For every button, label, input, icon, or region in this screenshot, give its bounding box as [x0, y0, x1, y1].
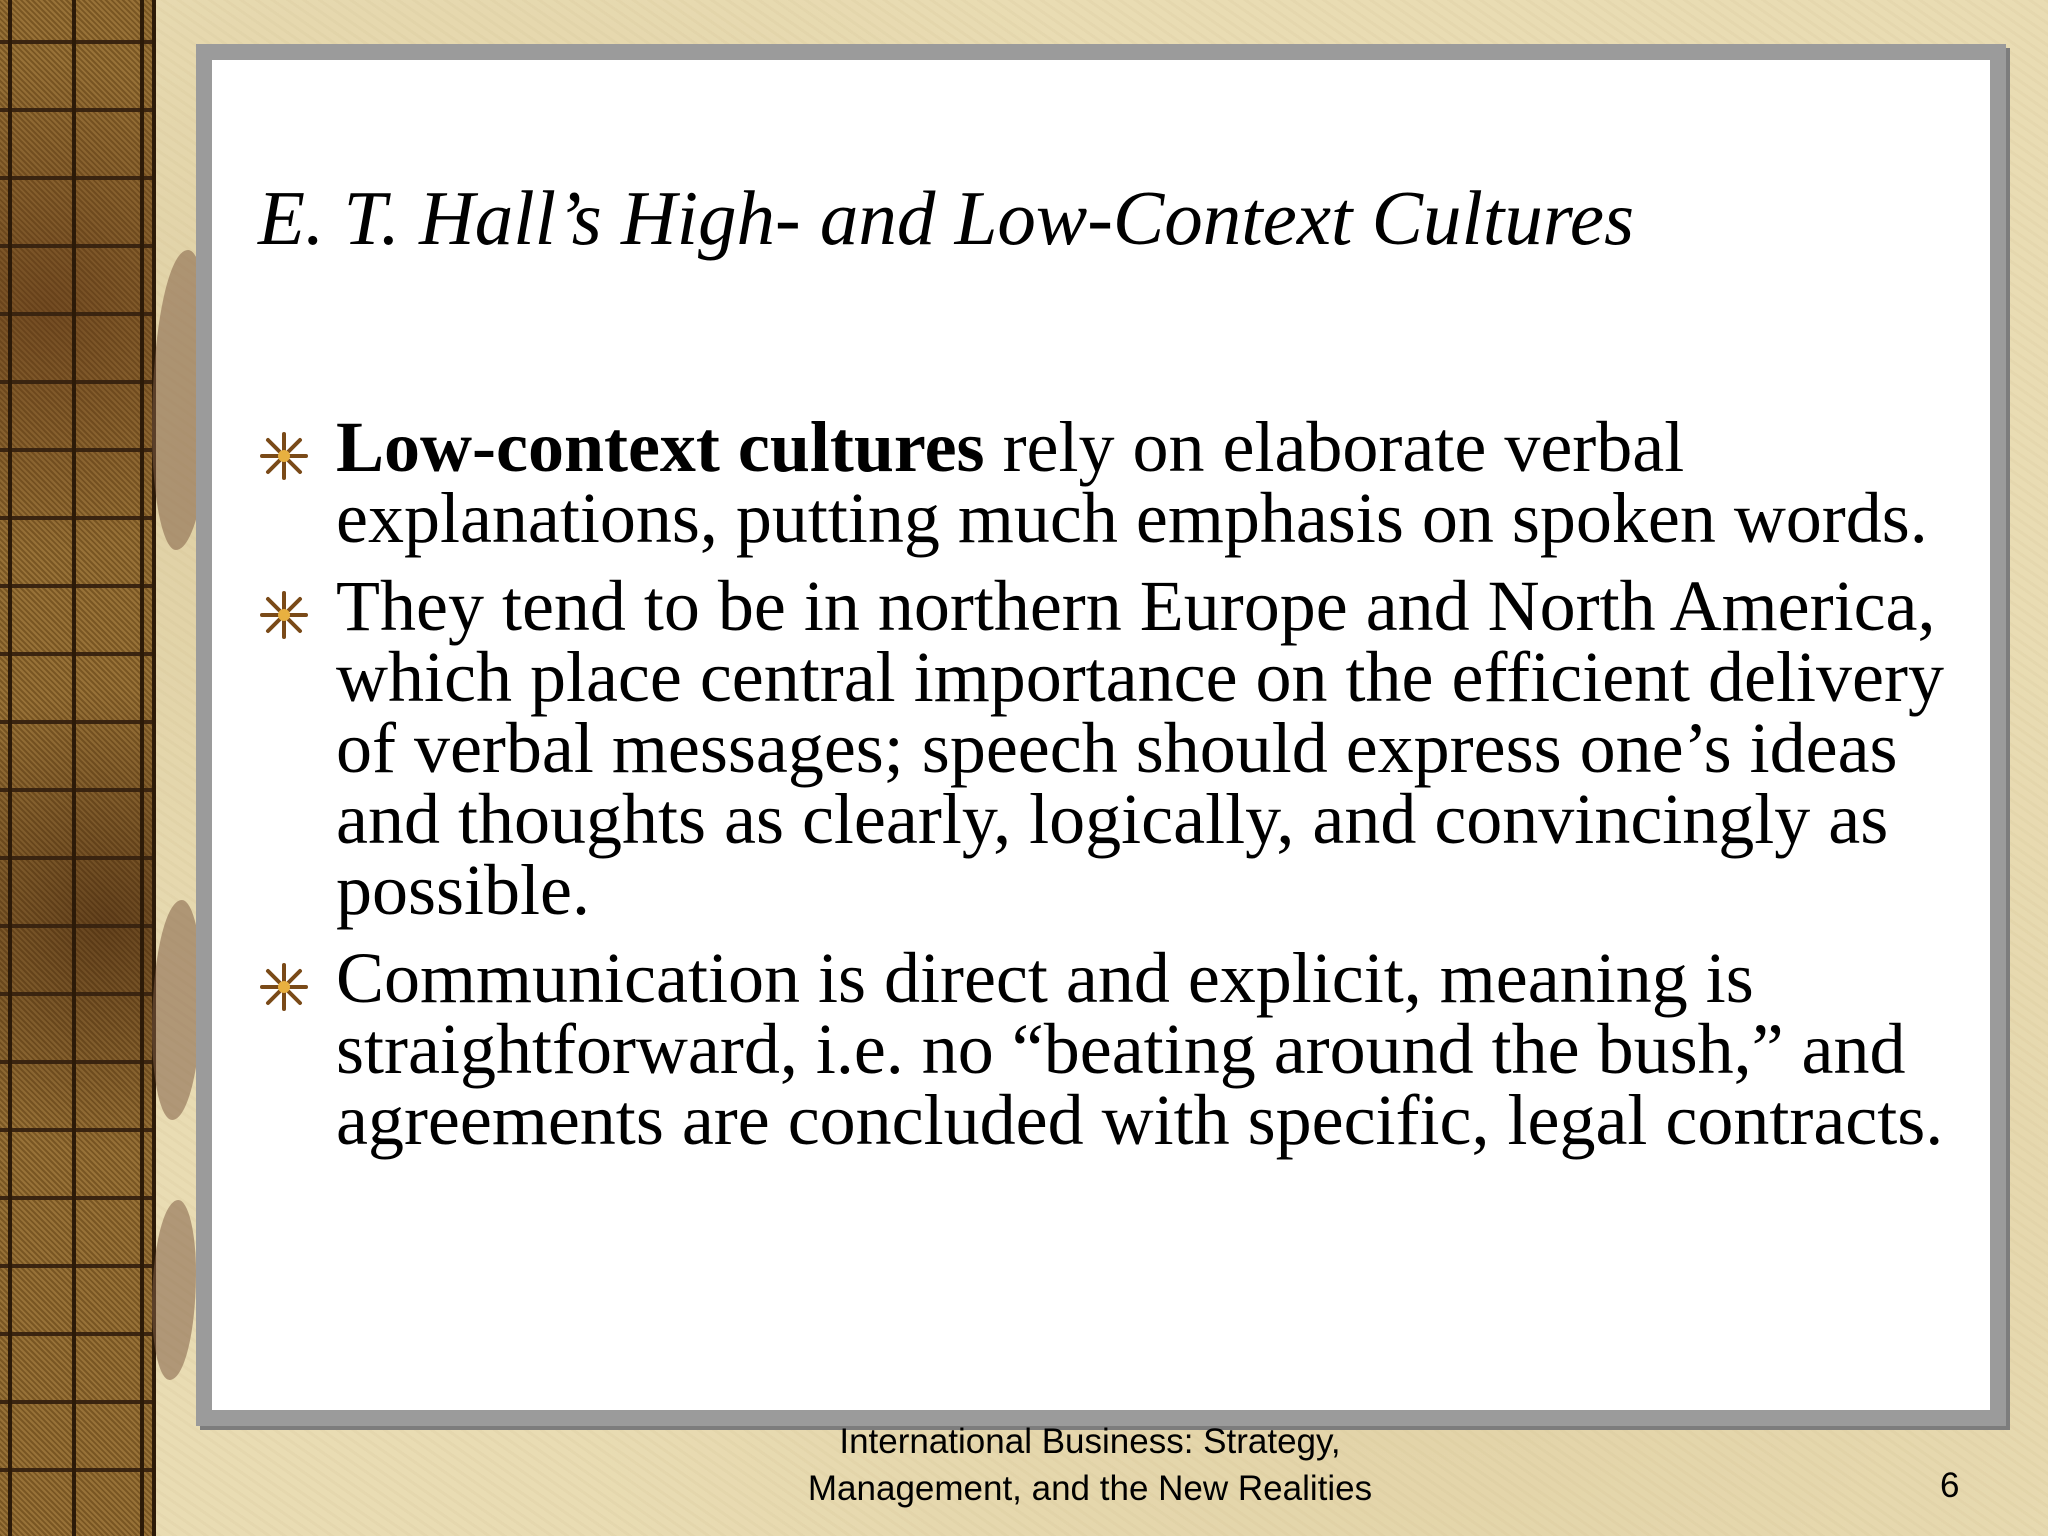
bullet-item	[258, 407, 1998, 558]
bullet-text: rely on elaborate verbal explanations, putting much emphasis on spoken words.	[336, 407, 1928, 558]
star-burst-icon	[258, 961, 310, 1013]
decorative-left-border	[0, 0, 156, 1536]
bullet-item	[258, 938, 1998, 1160]
star-burst-icon	[258, 589, 310, 641]
bullet-text: They tend to be in northern Europe and North America, which place central importance on the efficient delivery of verbal messages; speech should express one’s ideas and thoughts as clearly, logically, and convincingly as possible.	[336, 566, 1944, 930]
bullet-item	[258, 566, 1998, 930]
slide-title: E. T. Hall’s High- and Low-Context Cultures	[258, 175, 1635, 261]
footer-text: International Business: Strategy, Management, and the New Realities	[807, 1422, 1373, 1508]
bullet-text: Communication is direct and explicit, meaning is straightforward, i.e. no “beating around the bush,” and agreements are concluded with specific, legal contracts.	[336, 938, 1944, 1160]
star-burst-icon	[258, 430, 310, 482]
background-leaf	[152, 1200, 196, 1380]
bullet-list	[258, 407, 1998, 1173]
background-leaf	[152, 900, 202, 1120]
bullet-bold-text: Low-context cultures	[336, 407, 985, 487]
page-number: 6	[1940, 1466, 1960, 1505]
